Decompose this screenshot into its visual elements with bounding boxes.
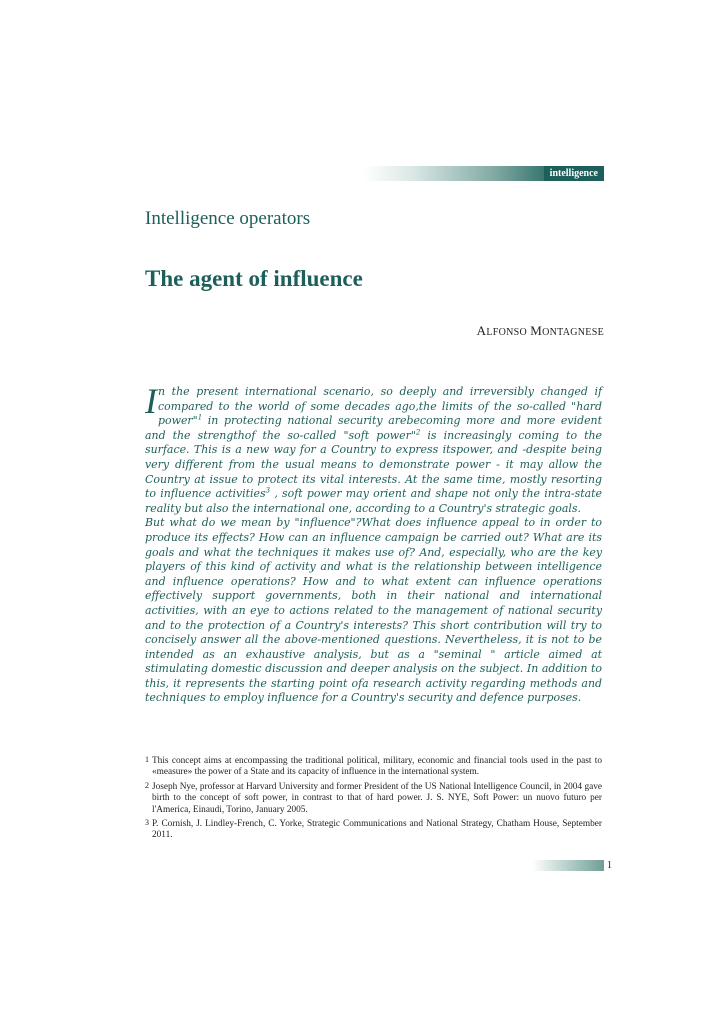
article-title: The agent of influence: [145, 266, 363, 291]
body-text: n the present international scenario, so deeply and irreversibly changed if compared to the world of some decades ago,the limits of the so-called "hard power": [158, 385, 602, 428]
section-tag: intelligence: [544, 166, 604, 181]
author-first-initial: A: [476, 323, 487, 338]
author-first-rest: LFONSO: [486, 327, 528, 338]
body-text: , soft power may orient and shape not only the intra-state reality but also the international one, according to a Country's strategic goals.: [145, 487, 602, 515]
section-title: Intelligence operators: [145, 208, 311, 229]
drop-cap: I: [145, 381, 157, 421]
body-paragraph-1: [145, 381, 602, 516]
footnotes: [145, 756, 602, 845]
body-text: is increasingly coming to the surface. This is a new way for a Country to express itspower, and -despite being very different from the usual means to demonstrate power - it may allow the Country at issue to protect its vital interests. At the same time, mostly resorting to influence activities: [145, 428, 602, 501]
author-name: [477, 323, 604, 339]
footnote-ref-1[interactable]: 1: [197, 413, 203, 422]
page-number: 1: [607, 860, 612, 871]
footnote-ref-3[interactable]: 3: [265, 486, 271, 495]
author-last-rest: ONTAGNESE: [542, 327, 604, 338]
footnote-2: [145, 782, 602, 816]
header-gradient-bar: [364, 166, 604, 181]
footnote-text: Joseph Nye, professor at Harvard University and former President of the US National Intelligence Council, in 2004 gave birth to the concept of soft power, in contrast to that of hard power. J. S. NYE, Soft Power: un nuovo futuro per l'America, Einaudi, Torino, January 2005.: [152, 781, 602, 815]
footnote-3: [145, 819, 602, 842]
author-last-initial: M: [530, 323, 543, 338]
footnote-1: [145, 756, 602, 779]
footnote-ref-2[interactable]: 2: [415, 428, 421, 437]
footnote-text: P. Cornish, J. Lindley-French, C. Yorke, Strategic Communications and National Strategy, Chatham House, September 2011.: [152, 819, 602, 841]
article-body: [145, 381, 602, 706]
footnote-number: 3: [145, 818, 149, 828]
body-paragraph-2: But what do we mean by "influence"?What does influence appeal to in order to produce its effects? How can an influence campaign be carried out? What are its goals and what the techniques it makes use of? And, especially, who are the key players of this kind of activity and what is the relationship between intelligence and influence operations? How and to what extent can influence operations effectively support governments, both in their national and international activities, with an eye to actions related to the management of national security and to the protection of a Country's interests? This short contribution will try to concisely answer all the above-mentioned questions. Nevertheless, it is not to be intended as an exhaustive analysis, but as a "seminal " article aimed at stimulating domestic discussion and deeper analysis on the subject. In addition to this, it represents the starting point ofa research activity regarding methods and techniques to employ influence for a Country's security and defence purposes.: [145, 516, 602, 705]
body-text: in protecting national security arebecoming more and more evident and the strengthof the so-called "soft power": [145, 414, 602, 442]
footnote-text: This concept aims at encompassing the traditional political, military, economic and financial tools used in the past to «measure» the power of a State and its capacity of influence in the international system.: [152, 756, 602, 778]
footer-gradient-bar: [532, 860, 604, 871]
footnote-number: 2: [145, 780, 149, 790]
footnote-number: 1: [145, 755, 149, 764]
